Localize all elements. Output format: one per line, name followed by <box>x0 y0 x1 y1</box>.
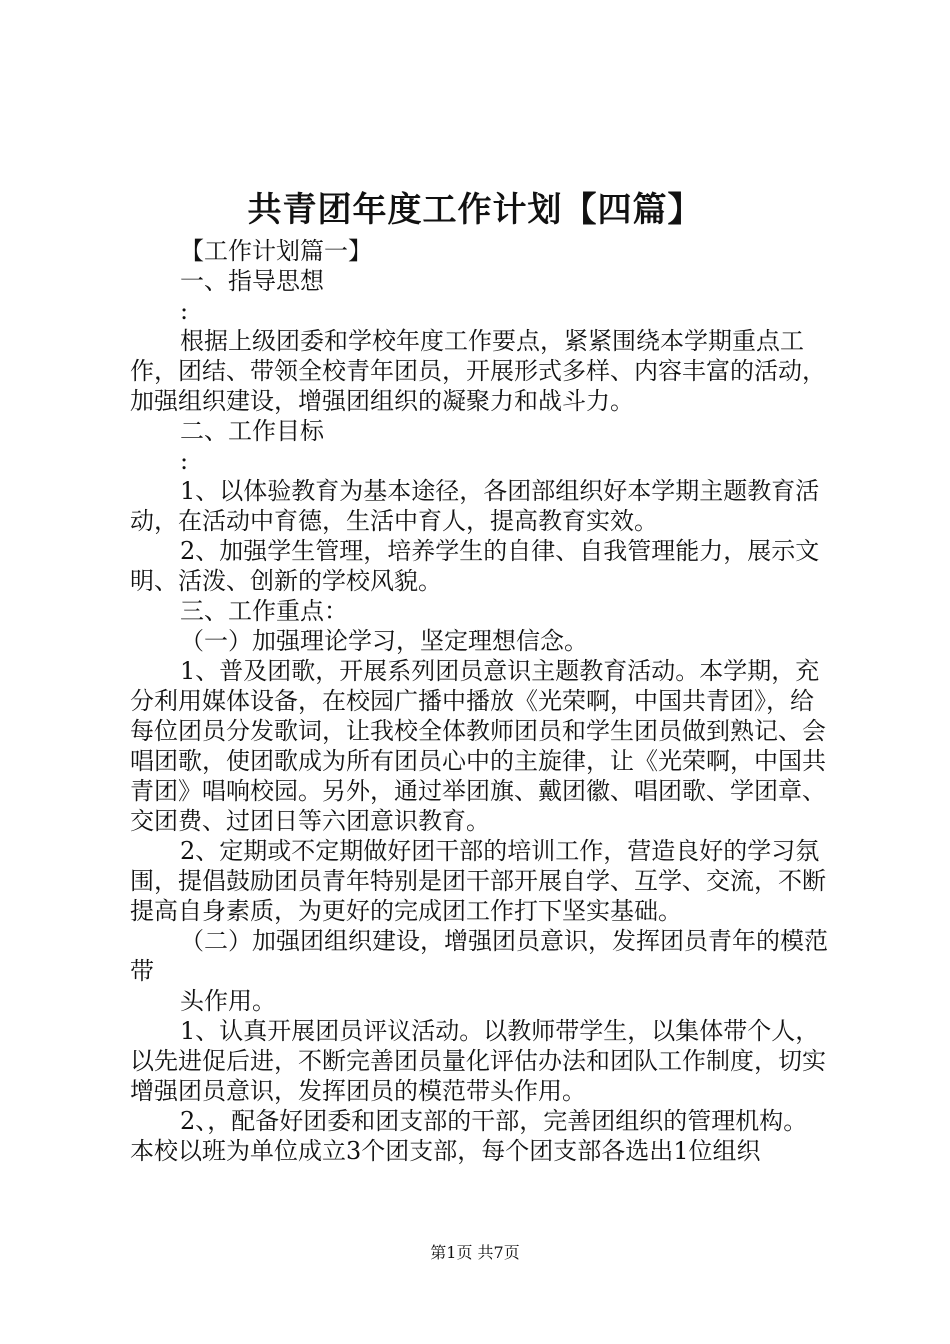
colon-line: : <box>180 447 189 475</box>
paragraph: 1、以体验教育为基本途径，各团部组织好本学期主题教育活动，在活动中育德，生活中育人，提高教育实效。 <box>130 477 820 535</box>
paragraph: 头作用。 <box>180 987 276 1015</box>
section-heading: 三、工作重点： <box>180 597 348 625</box>
page-number: 第1页 共7页 <box>430 1243 520 1262</box>
paragraph: 1、认真开展团员评议活动。以教师带学生，以集体带个人，以先进促后进，不断完善团员量化评估办法和团队工作制度，切实增强团员意识，发挥团员的模范带头作用。 <box>130 1017 826 1105</box>
document-body <box>130 236 830 1166</box>
section-heading: 二、工作目标 <box>180 417 324 445</box>
paragraph: 根据上级团委和学校年度工作要点，紧紧围绕本学期重点工作，团结、带领全校青年团员，开展形式多样、内容丰富的活动，加强组织建设，增强团组织的凝聚力和战斗力。 <box>130 327 826 415</box>
subsection-heading: （二）加强团组织建设，增强团员意识，发挥团员青年的模范带 <box>130 927 828 985</box>
paragraph: 2、加强学生管理，培养学生的自律、自我管理能力，展示文明、活泼、创新的学校风貌。 <box>130 537 820 595</box>
paragraph: 2、定期或不定期做好团干部的培训工作，营造良好的学习氛围，提倡鼓励团员青年特别是团干部开展自学、互学、交流，不断提高自身素质，为更好的完成团工作打下坚实基础。 <box>130 837 826 925</box>
document-title: 共青团年度工作计划【四篇】 <box>247 190 703 230</box>
colon-line: : <box>180 297 189 325</box>
section-heading: 【工作计划篇一】 <box>180 237 372 265</box>
section-heading: 一、指导思想 <box>180 267 324 295</box>
subsection-heading: （一）加强理论学习，坚定理想信念。 <box>180 627 588 655</box>
paragraph: 1、普及团歌，开展系列团员意识主题教育活动。本学期，充分利用媒体设备，在校园广播中播放《光荣啊，中国共青团》，给每位团员分发歌词，让我校全体教师团员和学生团员做到熟记、会唱团歌，使团歌成为所有团员心中的主旋律，让《光荣啊，中国共青团》唱响校园。另外，通过举团旗、戴团徽、唱团歌、学团章、交团费、过团日等六团意识教育。 <box>130 657 826 835</box>
paragraph: 2、，配备好团委和团支部的干部，完善团组织的管理机构。本校以班为单位成立3个团支部，每个团支部各选出1位组织 <box>130 1107 808 1165</box>
